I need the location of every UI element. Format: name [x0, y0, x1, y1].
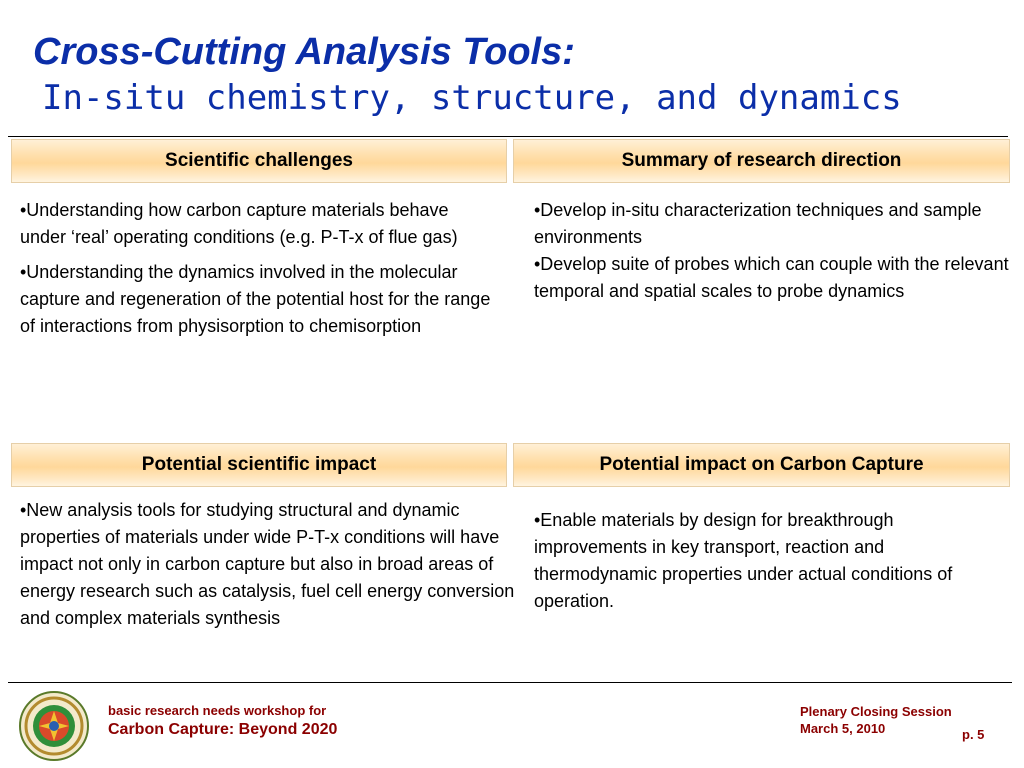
- scientific-impact-header: [11, 443, 507, 487]
- workshop-line-2: Carbon Capture: Beyond 2020: [108, 721, 338, 738]
- scientific-impact-body: [20, 497, 518, 632]
- slide-title: Cross-Cutting Analysis Tools:: [33, 31, 575, 73]
- scientific-impact-heading: Potential scientific impact: [141, 454, 377, 475]
- scientific-challenges-heading: Scientific challenges: [165, 150, 353, 171]
- top-divider: [8, 136, 1008, 137]
- scientific-challenges-body: [20, 197, 498, 340]
- research-direction-body: [534, 197, 1012, 305]
- page-number: p. 5: [962, 727, 985, 742]
- bottom-divider: [8, 682, 1012, 683]
- carbon-capture-impact-header: [513, 443, 1010, 487]
- slide-subtitle: In-situ chemistry, structure, and dynamics: [42, 78, 902, 118]
- workshop-label: [108, 703, 337, 741]
- direction-bullet-2: •Develop suite of probes which can couple with the relevant temporal and spatial scales to probe dynamics: [534, 254, 1009, 301]
- carbon-capture-impact-body: [534, 507, 1004, 615]
- scientific-challenges-header: [11, 139, 507, 183]
- impact-bullet-1: •New analysis tools for studying structural and dynamic properties of materials under wide P-T-x conditions will have impact not only in carbon capture but also in broad areas of energy research such as catalysis, fuel cell energy conversion and complex materials synthesis: [20, 500, 515, 628]
- carbon-capture-impact-heading: Potential impact on Carbon Capture: [599, 454, 924, 475]
- session-name: Plenary Closing Session: [800, 704, 952, 719]
- research-direction-heading: Summary of research direction: [621, 150, 902, 171]
- research-direction-header: [513, 139, 1010, 183]
- session-info: [800, 703, 952, 737]
- direction-bullet-1: •Develop in-situ characterization techniques and sample environments: [534, 200, 982, 247]
- office-of-basic-energy-sciences-seal-icon: [12, 690, 96, 762]
- workshop-line-1: basic research needs workshop for: [108, 703, 327, 718]
- challenge-bullet-2: •Understanding the dynamics involved in the molecular capture and regeneration of the potential host for the range of interactions from physisorption to chemisorption: [20, 262, 491, 336]
- session-date: March 5, 2010: [800, 721, 886, 736]
- challenge-bullet-1: •Understanding how carbon capture materials behave under ‘real’ operating conditions (e.g. P-T-x of flue gas): [20, 200, 458, 247]
- carbon-impact-bullet-1: •Enable materials by design for breakthrough improvements in key transport, reaction and thermodynamic properties under actual conditions of operation.: [534, 510, 953, 611]
